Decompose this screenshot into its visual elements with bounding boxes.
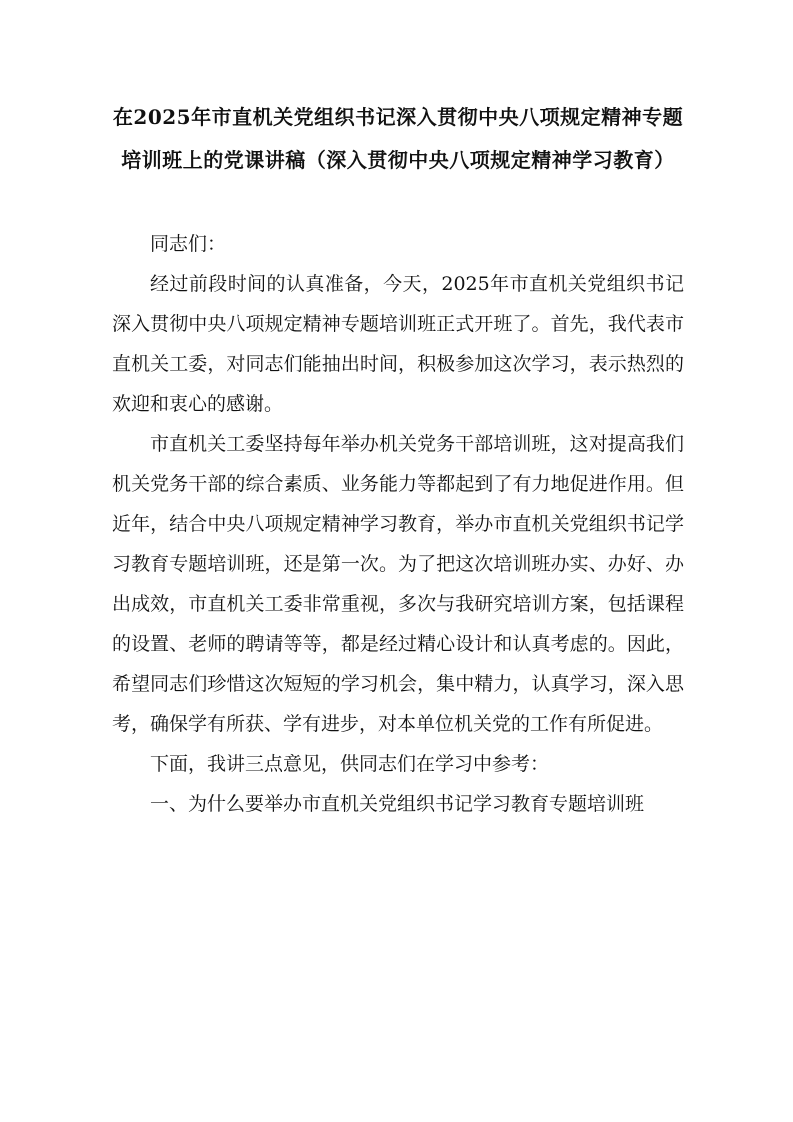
- section-heading-1: 一、为什么要举办市直机关党组织书记学习教育专题培训班: [150, 793, 645, 815]
- opening-paragraph: 经过前段时间的认真准备，今天，2025年市直机关党组织书记深入贯彻中央八项规定精神专题培训班正式开班了。首先，我代表市直机关工委，对同志们能抽出时间，积极参加这次学习，表示热烈的欢迎和衷心的感谢。: [112, 273, 684, 415]
- document-title: 在2025年市直机关党组织书记深入贯彻中央八项规定精神专题培训班上的党课讲稿（深入贯彻中央八项规定精神学习教育）: [112, 105, 684, 172]
- document-body: [112, 224, 684, 824]
- background-paragraph: 市直机关工委坚持每年举办机关党务干部培训班，这对提高我们机关党务干部的综合素质、业务能力等都起到了有力地促进作用。但近年，结合中央八项规定精神学习教育，举办市直机关党组织书记学习教育专题培训班，还是第一次。为了把这次培训班办实、办好、办出成效，市直机关工委非常重视，多次与我研究培训方案，包括课程的设置、老师的聘请等等，都是经过精心设计和认真考虑的。因此，希望同志们珍惜这次短短的学习机会，集中精力，认真学习，深入思考，确保学有所获、学有进步，对本单位机关党的工作有所促进。: [112, 433, 684, 735]
- outline-paragraph: 下面，我讲三点意见，供同志们在学习中参考：: [150, 753, 550, 775]
- salutation-paragraph: 同志们：: [150, 233, 227, 255]
